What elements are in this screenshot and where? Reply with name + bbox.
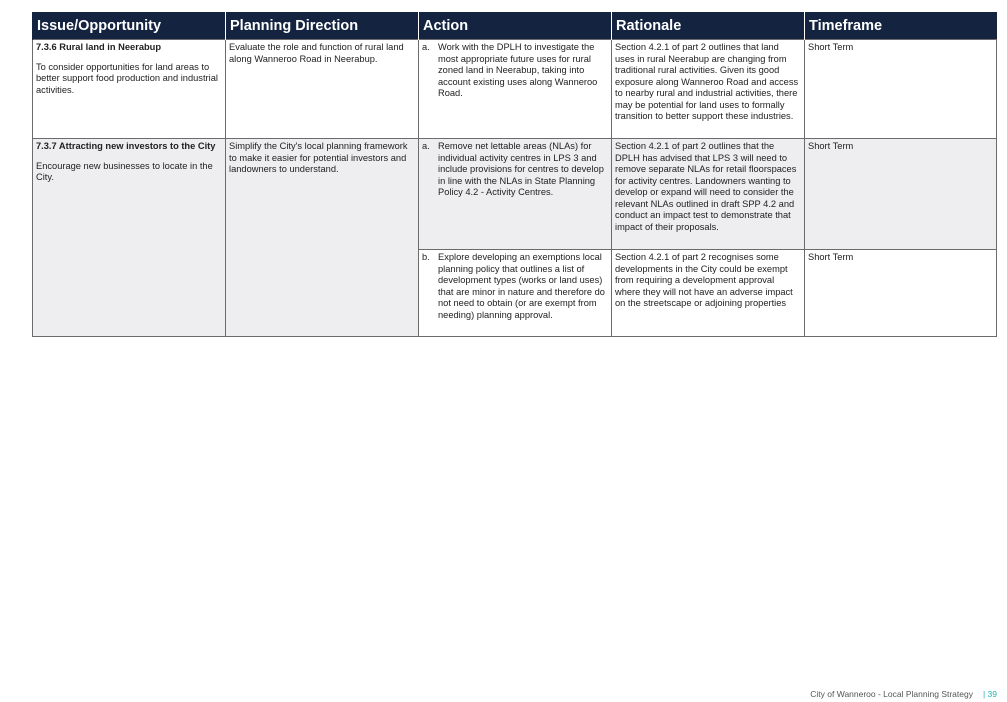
- issue-title: 7.3.6 Rural land in Neerabup: [36, 42, 162, 52]
- page-footer: [810, 689, 997, 699]
- direction-cell: Simplify the City's local planning framework to make it easier for potential investors and landowners to understand.: [226, 139, 419, 337]
- strategy-table: [32, 12, 997, 337]
- action-label: a.: [422, 42, 430, 52]
- action-cell: [419, 40, 612, 139]
- rationale-cell: Section 4.2.1 of part 2 recognises some developments in the City could be exempt from requiring a development approval where they will not have an adverse impact on the streetscape or adjoining properties: [612, 250, 805, 337]
- footer-text: City of Wanneroo - Local Planning Strategy: [810, 689, 973, 699]
- rationale-cell: Section 4.2.1 of part 2 outlines that land uses in rural Neerabup are changing from traditional rural activities. Given its good exposure along Wanneroo Road and access to nearby rural and industrial activities, there may be potential for land uses to formally transition to better support these industries.: [612, 40, 805, 139]
- header-direction: Planning Direction: [226, 12, 419, 40]
- page-number: | 39: [982, 689, 997, 699]
- header-action: Action: [419, 12, 612, 40]
- action-label: a.: [422, 141, 430, 151]
- action-text: Work with the DPLH to investigate the most appropriate future uses for rural zoned land in Neerabup, taking into account existing uses along Wanneroo Road.: [438, 42, 598, 98]
- header-timeframe: Timeframe: [805, 12, 997, 40]
- timeframe-cell: Short Term: [805, 40, 997, 139]
- action-cell: [419, 139, 612, 250]
- action-text: Remove net lettable areas (NLAs) for individual activity centres in LPS 3 and include provisions for centres to develop in line with the NLAs in State Planning Policy 4.2 - Activity Centres.: [438, 141, 604, 197]
- action-cell: [419, 250, 612, 337]
- timeframe-cell: Short Term: [805, 250, 997, 337]
- direction-cell: Evaluate the role and function of rural land along Wanneroo Road in Neerabup.: [226, 40, 419, 139]
- action-label: b.: [422, 252, 430, 262]
- timeframe-cell: Short Term: [805, 139, 997, 250]
- action-text: Explore developing an exemptions local planning policy that outlines a list of development types (works or land uses) that are minor in nature and therefore do not need to obtain (or are exempt from needing) planning approval.: [438, 252, 605, 320]
- table-header-row: [33, 12, 997, 40]
- issue-description: Encourage new businesses to locate in the City.: [36, 160, 213, 182]
- header-rationale: Rationale: [612, 12, 805, 40]
- issue-description: To consider opportunities for land areas to better support food production and industrial activities.: [36, 61, 218, 95]
- table-row: [33, 139, 997, 250]
- header-issue: Issue/Opportunity: [33, 12, 226, 40]
- rationale-cell: Section 4.2.1 of part 2 outlines that the DPLH has advised that LPS 3 will need to remove separate NLAs for retail floorspaces for activity centres. Landowners wanting to develop or expand will need to consider the relevant NLAs outlined in draft SPP 4.2 and conduct an impact test to demonstrate that impact of their proposals.: [612, 139, 805, 250]
- table-row: [33, 40, 997, 139]
- issue-cell: [33, 40, 226, 139]
- issue-title: 7.3.7 Attracting new investors to the City: [36, 141, 216, 151]
- issue-cell: [33, 139, 226, 337]
